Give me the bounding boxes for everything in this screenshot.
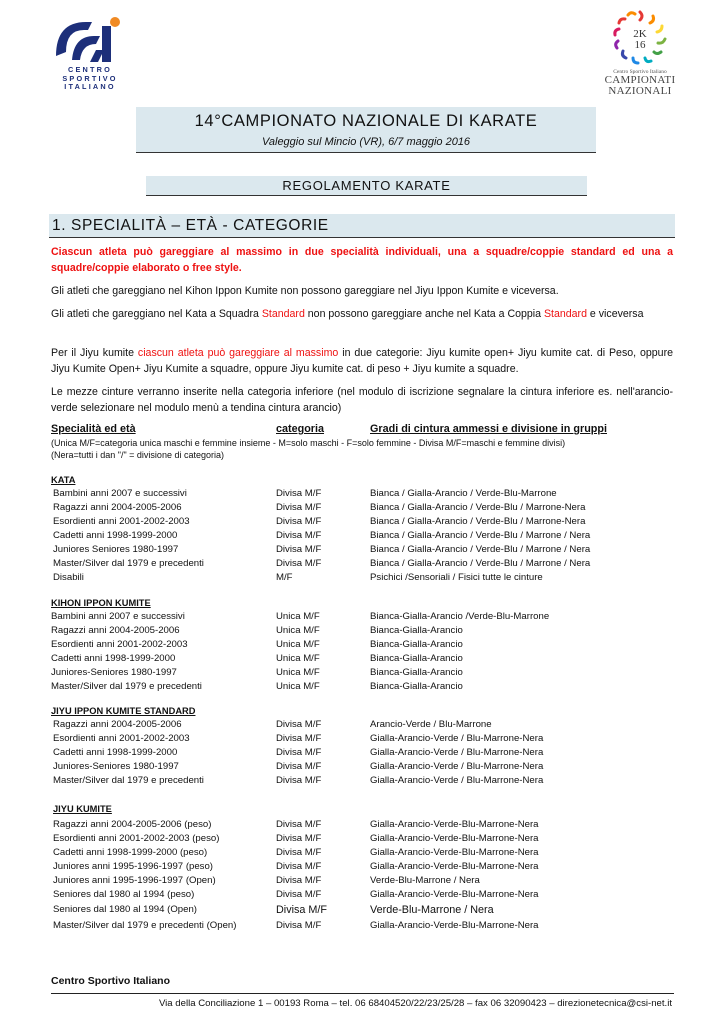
- table-row: [0, 874, 724, 888]
- table-row: [0, 746, 724, 760]
- paragraph-rule-5: Le mezze cinture verranno inserite nella categoria inferiore (nel modulo di iscrizione segnalare la cintura inferiore es. nell'arancio-verde selezionare nel modulo menù a tendina cintura arancio): [51, 386, 673, 414]
- event-subtitle: Valeggio sul Mincio (VR), 6/7 maggio 2016: [261, 136, 471, 148]
- cell-gradi: Gialla-Arancio-Verde-Blu-Marrone-Nera: [370, 833, 539, 844]
- cell-gradi: Bianca / Gialla-Arancio / Verde-Blu / Marrone-Nera: [370, 516, 586, 527]
- cell-gradi: Gialla-Arancio-Verde-Blu-Marrone-Nera: [370, 861, 539, 872]
- cell-categoria: Divisa M/F: [276, 488, 322, 499]
- cell-specialita: Cadetti anni 1998-1999-2000 (peso): [53, 847, 208, 858]
- paragraph-rule-3: [51, 306, 673, 322]
- cell-gradi: Bianca / Gialla-Arancio / Verde-Blu / Marrone / Nera: [370, 544, 591, 555]
- campionati-wreath-icon: [609, 8, 671, 68]
- paragraph-rule-1: Ciascun atleta può gareggiare al massimo in due specialità individuali, una a squadre/coppie standard ed una a squadre/coppie elaborato o free style.: [51, 246, 673, 274]
- table-row: [0, 610, 724, 624]
- cell-gradi: Bianca / Gialla-Arancio / Verde-Blu-Marrone: [370, 488, 557, 499]
- table-row: [0, 818, 724, 832]
- cell-specialita: Seniores dal 1980 al 1994 (Open): [53, 904, 198, 915]
- cell-gradi: Bianca-Gialla-Arancio: [370, 653, 463, 664]
- cell-gradi: Bianca / Gialla-Arancio / Verde-Blu / Marrone / Nera: [370, 530, 591, 541]
- cell-specialita: Cadetti anni 1998-1999-2000: [51, 653, 176, 664]
- cell-categoria: Divisa M/F: [276, 819, 322, 830]
- cell-gradi: Verde-Blu-Marrone / Nera: [370, 875, 480, 886]
- cell-categoria: Divisa M/F: [276, 833, 322, 844]
- cell-gradi: Bianca-Gialla-Arancio: [370, 681, 463, 692]
- cell-gradi: Psichici /Sensoriali / Fisici tutte le cinture: [370, 572, 543, 583]
- table-row: [0, 638, 724, 652]
- table-row: [0, 529, 724, 543]
- table-note: (Nera=tutti i dan "/" = divisione di categoria): [51, 450, 224, 460]
- cell-categoria: Divisa M/F: [276, 861, 322, 872]
- table-header-specialita: Specialità ed età: [51, 423, 136, 435]
- cell-gradi: Gialla-Arancio-Verde / Blu-Marrone-Nera: [370, 733, 544, 744]
- event-title-box: [136, 107, 596, 153]
- table-row: [0, 680, 724, 694]
- cell-categoria: Divisa M/F: [276, 904, 327, 916]
- csi-logo-text: [54, 66, 126, 92]
- cell-specialita: Master/Silver dal 1979 e precedenti: [53, 775, 204, 786]
- cell-gradi: Bianca-Gialla-Arancio /Verde-Blu-Marrone: [370, 611, 550, 622]
- cell-gradi: Gialla-Arancio-Verde / Blu-Marrone-Nera: [370, 747, 544, 758]
- cell-categoria: Divisa M/F: [276, 775, 322, 786]
- cell-specialita: Juniores-Seniores 1980-1997: [53, 761, 179, 772]
- paragraph-rule-4: [51, 345, 673, 377]
- p4-part: Per il Jiyu kumite: [51, 347, 138, 359]
- cell-categoria: Unica M/F: [276, 611, 320, 622]
- footer-organization: Centro Sportivo Italiano: [51, 975, 171, 987]
- cell-gradi: Gialla-Arancio-Verde-Blu-Marrone-Nera: [370, 889, 539, 900]
- cell-specialita: Juniores anni 1995-1996-1997 (peso): [53, 861, 214, 872]
- table-row: [0, 832, 724, 846]
- table-note: (Unica M/F=categoria unica maschi e femmine insieme - M=solo maschi - F=solo femmine - Divisa M/F=maschi e femmine divisi): [51, 438, 566, 448]
- table-row: [0, 501, 724, 515]
- cell-gradi: Gialla-Arancio-Verde-Blu-Marrone-Nera: [370, 847, 539, 858]
- table-row: [0, 487, 724, 501]
- table-row: [0, 515, 724, 529]
- regolamento-title: REGOLAMENTO KARATE: [146, 176, 587, 196]
- table-header-gradi: Gradi di cintura ammessi e divisione in gruppi: [370, 423, 607, 435]
- cell-specialita: Ragazzi anni 2004-2005-2006: [53, 719, 182, 730]
- cell-gradi: Bianca / Gialla-Arancio / Verde-Blu / Marrone-Nera: [370, 502, 586, 513]
- cell-categoria: Unica M/F: [276, 625, 320, 636]
- cell-specialita: Cadetti anni 1998-1999-2000: [53, 747, 178, 758]
- cell-specialita: Master/Silver dal 1979 e precedenti (Open): [53, 920, 237, 931]
- cell-categoria: Divisa M/F: [276, 920, 322, 931]
- group-title-jiyu-ippon: JIYU IPPON KUMITE STANDARD: [51, 706, 196, 716]
- campionati-nazionali-logo: [598, 8, 682, 97]
- table-row: [0, 760, 724, 774]
- cell-gradi: Bianca-Gialla-Arancio: [370, 667, 463, 678]
- group-title-jiyu-kumite: JIYU KUMITE: [53, 804, 112, 814]
- cell-categoria: Unica M/F: [276, 653, 320, 664]
- table-row: [0, 860, 724, 874]
- table-row: [0, 919, 724, 933]
- cell-specialita: Master/Silver dal 1979 e precedenti: [53, 558, 204, 569]
- cell-categoria: Divisa M/F: [276, 889, 322, 900]
- table-row: [0, 846, 724, 860]
- cell-specialita: Ragazzi anni 2004-2005-2006 (peso): [53, 819, 212, 830]
- csi-logo-line: ITALIANO: [64, 82, 116, 92]
- anniv-title-line: CAMPIONATI: [604, 74, 676, 86]
- cell-categoria: Divisa M/F: [276, 847, 322, 858]
- cell-categoria: M/F: [276, 572, 293, 583]
- cell-categoria: Divisa M/F: [276, 733, 322, 744]
- event-title: 14°CAMPIONATO NAZIONALE DI KARATE: [194, 112, 538, 130]
- section-heading-text: 1. SPECIALITÀ – ETÀ - CATEGORIE: [52, 217, 329, 234]
- table-row: [0, 666, 724, 680]
- p3-part: Gli atleti che gareggiano nel Kata a Squadra: [51, 308, 262, 320]
- csi-logo-mark-icon: [52, 16, 124, 66]
- table-row: [0, 718, 724, 732]
- anniv-mark-16: 16: [634, 39, 646, 51]
- cell-gradi: Gialla-Arancio-Verde-Blu-Marrone-Nera: [370, 920, 539, 931]
- cell-gradi: Verde-Blu-Marrone / Nera: [370, 904, 494, 916]
- cell-specialita: Bambini anni 2007 e successivi: [51, 611, 185, 622]
- cell-categoria: Divisa M/F: [276, 875, 322, 886]
- cell-specialita: Cadetti anni 1998-1999-2000: [53, 530, 178, 541]
- table-row: [0, 774, 724, 788]
- table-row: [0, 652, 724, 666]
- cell-categoria: Unica M/F: [276, 639, 320, 650]
- cell-gradi: Bianca-Gialla-Arancio: [370, 625, 463, 636]
- cell-categoria: Divisa M/F: [276, 530, 322, 541]
- cell-gradi: Gialla-Arancio-Verde-Blu-Marrone-Nera: [370, 819, 539, 830]
- section-heading: [49, 214, 675, 238]
- p3-standard: Standard: [261, 308, 305, 320]
- cell-categoria: Divisa M/F: [276, 516, 322, 527]
- p3-part: e viceversa: [586, 308, 644, 320]
- p3-standard: Standard: [543, 308, 587, 320]
- table-row: [0, 732, 724, 746]
- cell-categoria: Divisa M/F: [276, 719, 322, 730]
- csi-logo-line: CENTRO: [67, 65, 112, 74]
- cell-categoria: Divisa M/F: [276, 761, 322, 772]
- cell-specialita: Disabili: [53, 572, 84, 583]
- cell-gradi: Gialla-Arancio-Verde / Blu-Marrone-Nera: [370, 761, 544, 772]
- footer-address: Via della Conciliazione 1 – 00193 Roma – tel. 06 68404520/22/23/25/28 – fax 06 32090423 – direzionetecnica@csi-net.it: [158, 998, 672, 1009]
- cell-specialita: Master/Silver dal 1979 e precedenti: [51, 681, 202, 692]
- table-header-categoria: categoria: [276, 423, 325, 435]
- table-row: [0, 557, 724, 571]
- p4-highlight: ciascun atleta può gareggiare al massimo: [137, 347, 339, 359]
- csi-logo-line: SPORTIVO: [62, 73, 118, 83]
- p3-part: non possono gareggiare anche nel Kata a Coppia: [304, 308, 544, 320]
- cell-specialita: Juniores-Seniores 1980-1997: [51, 667, 177, 678]
- cell-specialita: Esordienti anni 2001-2002-2003: [51, 639, 188, 650]
- cell-gradi: Gialla-Arancio-Verde / Blu-Marrone-Nera: [370, 775, 544, 786]
- table-row: [0, 543, 724, 557]
- cell-specialita: Esordienti anni 2001-2002-2003: [53, 516, 190, 527]
- table-row: [0, 624, 724, 638]
- anniv-mark-2k: 2K: [633, 28, 647, 40]
- group-title-kihon: KIHON IPPON KUMITE: [51, 598, 151, 608]
- table-row: [0, 903, 724, 917]
- cell-categoria: Divisa M/F: [276, 747, 322, 758]
- cell-categoria: Divisa M/F: [276, 558, 322, 569]
- cell-specialita: Ragazzi anni 2004-2005-2006: [53, 502, 182, 513]
- cell-specialita: Juniores anni 1995-1996-1997 (Open): [53, 875, 216, 886]
- group-title-kata: KATA: [51, 475, 76, 485]
- cell-categoria: Unica M/F: [276, 667, 320, 678]
- cell-categoria: Divisa M/F: [276, 544, 322, 555]
- cell-specialita: Ragazzi anni 2004-2005-2006: [51, 625, 180, 636]
- cell-specialita: Esordienti anni 2001-2002-2003 (peso): [53, 833, 220, 844]
- table-row: [0, 888, 724, 902]
- cell-categoria: Unica M/F: [276, 681, 320, 692]
- cell-specialita: Seniores dal 1980 al 1994 (peso): [53, 889, 195, 900]
- anniv-subtitle: Centro Sportivo Italiano: [613, 69, 667, 75]
- p4-part: in due categorie: Jiyu kumite open+ Jiyu kumite cat. di Peso, oppure Jiyu Kumite Open+ Jiyu Kumite a squadre, oppure Jiyu kumite cat. di peso + Jiyu kumite a squadre.: [51, 347, 673, 375]
- paragraph-rule-2: Gli atleti che gareggiano nel Kihon Ippon Kumite non possono gareggiare nel Jiyu Ippon Kumite e viceversa.: [51, 285, 559, 297]
- footer-divider: [51, 993, 674, 994]
- cell-gradi: Bianca-Gialla-Arancio: [370, 639, 463, 650]
- cell-specialita: Esordienti anni 2001-2002-2003: [53, 733, 190, 744]
- cell-gradi: Arancio-Verde / Blu-Marrone: [370, 719, 492, 730]
- table-row: [0, 571, 724, 585]
- cell-specialita: Juniores Seniores 1980-1997: [53, 544, 179, 555]
- cell-specialita: Bambini anni 2007 e successivi: [53, 488, 187, 499]
- cell-categoria: Divisa M/F: [276, 502, 322, 513]
- anniv-title-line: NAZIONALI: [608, 85, 672, 97]
- cell-gradi: Bianca / Gialla-Arancio / Verde-Blu / Marrone / Nera: [370, 558, 591, 569]
